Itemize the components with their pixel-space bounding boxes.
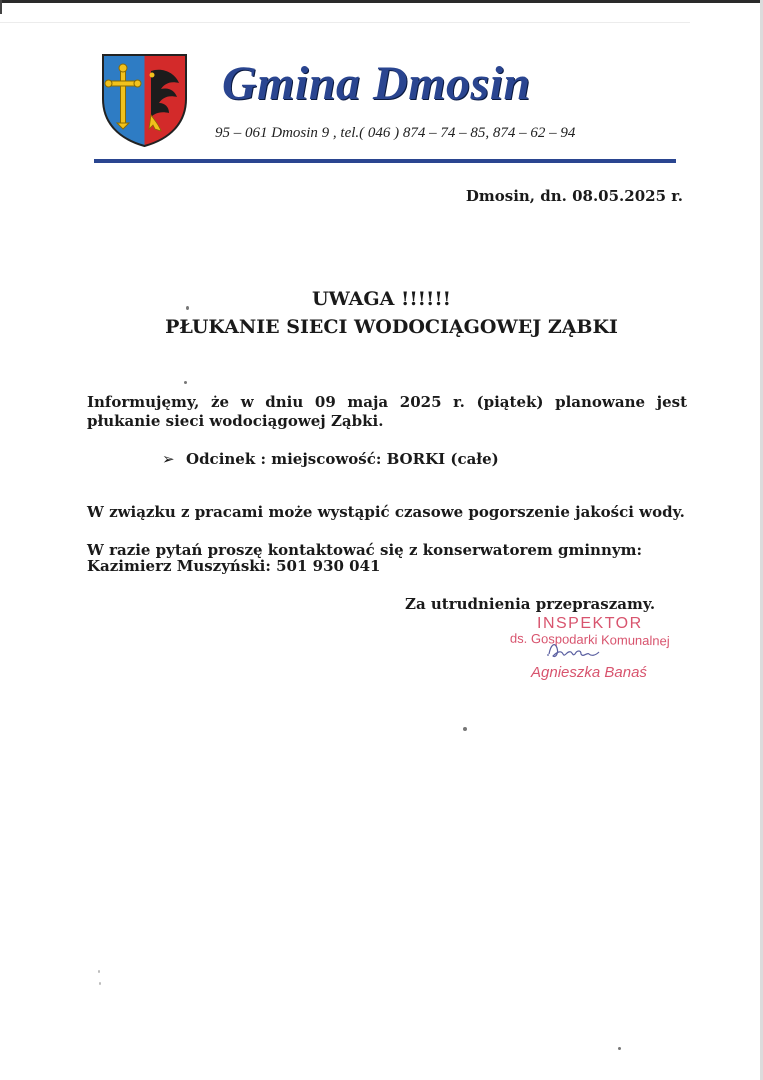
scan-speck bbox=[98, 970, 100, 973]
stamp-name: Agnieszka Banaś bbox=[531, 664, 647, 681]
notice-paragraph-quality: W związku z pracami może wystąpić czasowe pogorszenie jakości wody. bbox=[87, 503, 685, 521]
coat-of-arms-icon bbox=[101, 53, 188, 148]
scan-speck bbox=[186, 306, 189, 310]
notice-heading: UWAGA !!!!!! bbox=[311, 288, 452, 310]
scan-top-edge bbox=[0, 0, 763, 3]
scan-faint-line bbox=[0, 22, 690, 23]
scan-speck bbox=[99, 982, 101, 985]
closing-line: Za utrudnienia przepraszamy. bbox=[405, 595, 656, 613]
scan-speck bbox=[184, 381, 187, 384]
stamp-title: INSPEKTOR bbox=[537, 615, 643, 632]
scan-speck bbox=[618, 1047, 621, 1050]
scan-left-mark bbox=[0, 0, 2, 14]
municipality-address: 95 – 061 Dmosin 9 , tel.( 046 ) 874 – 74 – 85, 874 – 62 – 94 bbox=[215, 125, 576, 141]
notice-paragraph-main: Informujęmy, że w dniu 09 maja 2025 r. (piątek) planowane jest płukanie sieci wodociągowej Ząbki. bbox=[87, 393, 687, 430]
bullet-item bbox=[162, 450, 499, 468]
contact-person: Kazimierz Muszyński: 501 930 041 bbox=[87, 557, 381, 575]
bullet-text: Odcinek : miejscowość: BORKI (całe) bbox=[186, 450, 499, 468]
notice-subheading: PŁUKANIE SIECI WODOCIĄGOWEJ ZĄBKI bbox=[165, 316, 618, 338]
signature-scribble bbox=[545, 640, 603, 664]
document-date: Dmosin, dn. 08.05.2025 r. bbox=[465, 187, 683, 205]
stamp-department: ds. Gospodarki Komunalnej bbox=[509, 630, 670, 649]
notice-paragraph-contact: W razie pytań proszę kontaktować się z konserwatorem gminnym: bbox=[87, 541, 642, 559]
municipality-title: Gmina Dmosin bbox=[222, 57, 531, 110]
header-divider bbox=[94, 159, 676, 163]
scan-speck bbox=[463, 727, 467, 731]
arrow-bullet-icon: ➢ bbox=[162, 450, 175, 468]
